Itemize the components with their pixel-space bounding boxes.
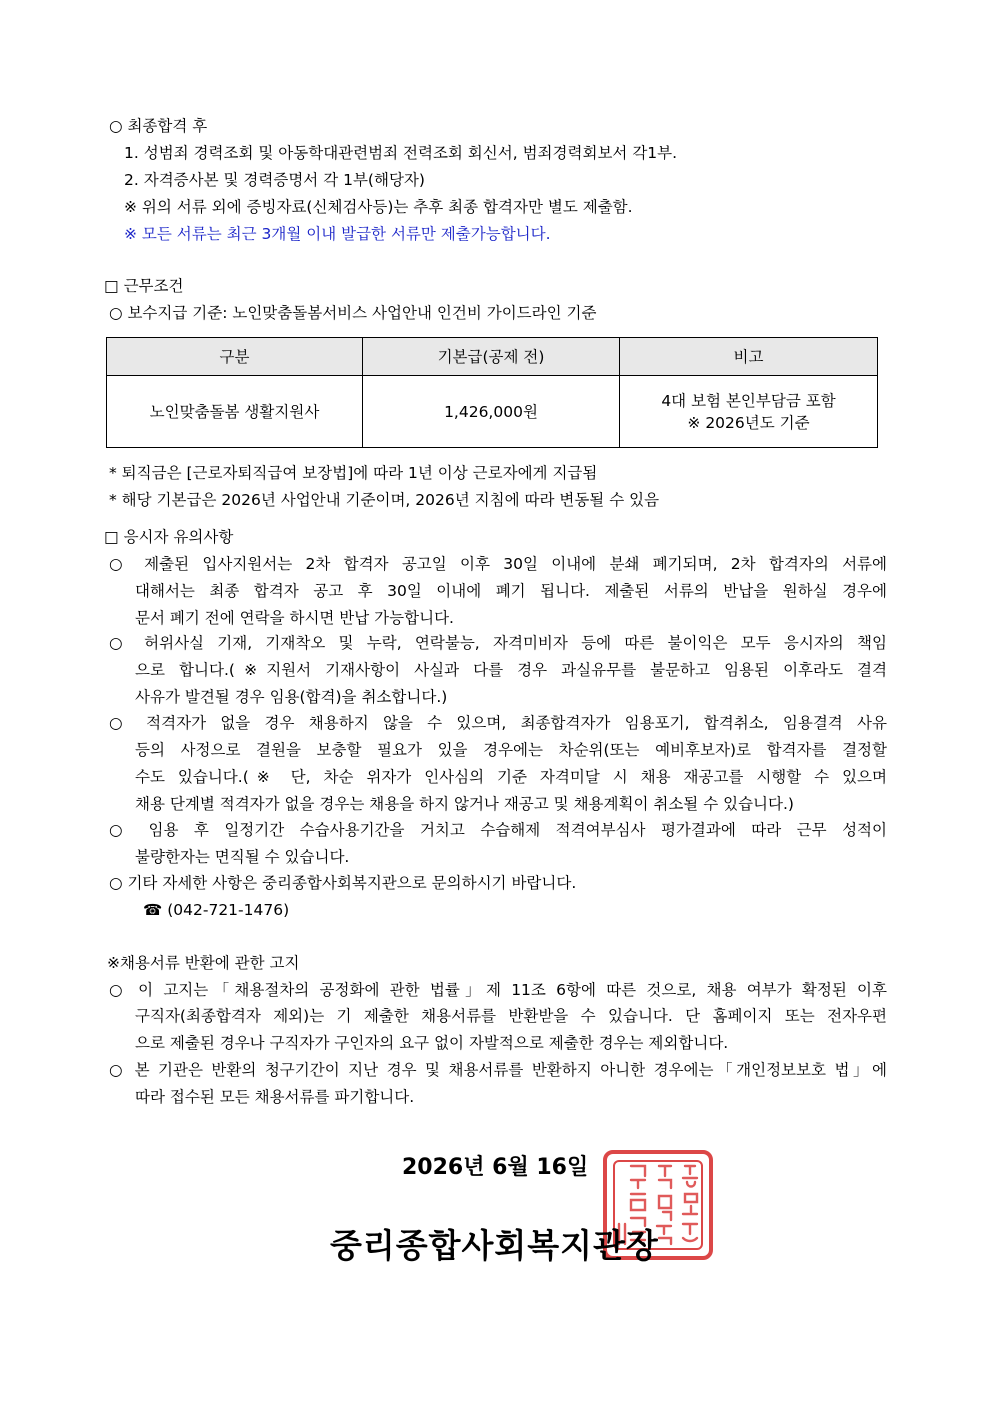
after-final-item-1: 1. 성범죄 경력조회 및 아동학대관련범죄 전력조회 회신서, 범죄경력회보서 각1부. [124, 144, 678, 162]
pay-table [106, 337, 878, 448]
return-p2-line-2: 따라 접수된 모든 채용서류를 파기합니다. [135, 1088, 415, 1106]
return-p2-line-1: ○ 본 기관은 반환의 청구기간이 지난 경우 및 채용서류를 반환하지 아니한 경우에는「개인정보보호 법」에 [109, 1061, 887, 1079]
notice-p2-line-2: 으로 합니다.(※지원서 기재사항이 사실과 다를 경우 과실유무를 불문하고 임용된 이후라도 결격 [135, 661, 887, 679]
contact-phone: ☎ (042-721-1476) [143, 901, 290, 919]
pay-table-header: 비고 [620, 338, 878, 376]
notice-p4-line-1: ○ 임용 후 일정기간 수습사용기간을 거치고 수습해제 적격여부심사 평가결과에 따라 근무 성적이 [109, 821, 887, 839]
work-basis: ○ 보수지급 기준: 노인맞춤돌봄서비스 사업안내 인건비 가이드라인 기준 [109, 304, 597, 322]
pay-remark-line-1: 4대 보험 본인부담금 포함 [661, 391, 836, 410]
pay-amount-cell: 1,426,000원 [363, 376, 620, 448]
notice-heading: □ 응시자 유의사항 [104, 528, 234, 546]
pay-category-cell: 노인맞춤돌봄 생활지원사 [107, 376, 363, 448]
pay-table-header: 기본급(공제 전) [363, 338, 620, 376]
return-p1-line-1: ○ 이 고지는「채용절차의 공정화에 관한 법률」제 11조 6항에 따른 것으로, 채용 여부가 확정된 이후 [109, 981, 887, 999]
work-footnote-1: * 퇴직금은 [근로자퇴직급여 보장법]에 따라 1년 이상 근로자에게 지급됨 [109, 464, 598, 482]
notice-p4-line-2: 불량한자는 면직될 수 있습니다. [135, 848, 350, 866]
pay-table-header-row [107, 338, 878, 376]
notice-p3-line-2: 등의 사정으로 결원을 보충할 필요가 있을 경우에는 차순위(또는 예비후보자)로 합격자를 결정할 [135, 741, 887, 759]
pay-remark-line-2: ※ 2026년도 기준 [687, 413, 810, 432]
notice-p2-line-1: ○ 허위사실 기재, 기재착오 및 누락, 연락불능, 자격미비자 등에 따른 불이익은 모두 응시자의 책임 [109, 634, 887, 652]
notice-p1-line-3: 문서 폐기 전에 연락을 하시면 반납 가능합니다. [135, 609, 454, 627]
signer-title: 중리종합사회복지관장 [330, 1226, 659, 1265]
notice-p3-line-1: ○ 적격자가 없을 경우 채용하지 않을 수 있으며, 최종합격자가 임용포기, 합격취소, 임용결격 사유 [109, 714, 887, 732]
notice-p5: ○ 기타 자세한 사항은 중리종합사회복지관으로 문의하시기 바랍니다. [109, 874, 577, 892]
issue-date: 2026년 6월 16일 [402, 1155, 589, 1180]
after-final-heading: ○ 최종합격 후 [109, 117, 208, 135]
after-final-note-2: ※ 모든 서류는 최근 3개월 이내 발급한 서류만 제출가능합니다. [124, 225, 551, 243]
after-final-item-2: 2. 자격증사본 및 경력증명서 각 1부(해당자) [124, 171, 425, 189]
return-p1-line-3: 으로 제출된 경우나 구직자가 구인자의 요구 없이 자발적으로 제출한 경우는 제외합니다. [135, 1034, 729, 1052]
return-p1-line-2: 구직자(최종합격자 제외)는 기 제출한 채용서류를 반환받을 수 있습니다. 단 홈페이지 또는 전자우편 [135, 1007, 887, 1025]
notice-p3-line-3: 수도 있습니다.(※ 단, 차순 위자가 인사심의 기준 자격미달 시 채용 재공고를 시행할 수 있으며 [135, 768, 887, 786]
table-row [107, 376, 878, 448]
notice-p1-line-1: ○ 제출된 입사지원서는 2차 합격자 공고일 이후 30일 이내에 분쇄 폐기되며, 2차 합격자의 서류에 [109, 555, 887, 573]
after-final-note-1: ※ 위의 서류 외에 증빙자료(신체검사등)는 추후 최종 합격자만 별도 제출함. [124, 198, 633, 216]
pay-remark-cell [620, 376, 878, 448]
notice-p3-line-4: 채용 단계별 적격자가 없을 경우는 채용을 하지 않거나 재공고 및 채용계획이 취소될 수 있습니다.) [135, 795, 794, 813]
return-notice-heading: ※채용서류 반환에 관한 고지 [107, 954, 300, 972]
work-footnote-2: * 해당 기본급은 2026년 사업안내 기준이며, 2026년 지침에 따라 변동될 수 있음 [109, 491, 660, 509]
notice-p1-line-2: 대해서는 최종 합격자 공고 후 30일 이내에 폐기 됩니다. 제출된 서류의 반납을 원하실 경우에 [135, 582, 887, 600]
notice-p2-line-3: 사유가 발견될 경우 임용(합격)을 취소합니다.) [135, 688, 448, 706]
work-heading: □ 근무조건 [104, 277, 184, 295]
pay-table-header: 구분 [107, 338, 363, 376]
